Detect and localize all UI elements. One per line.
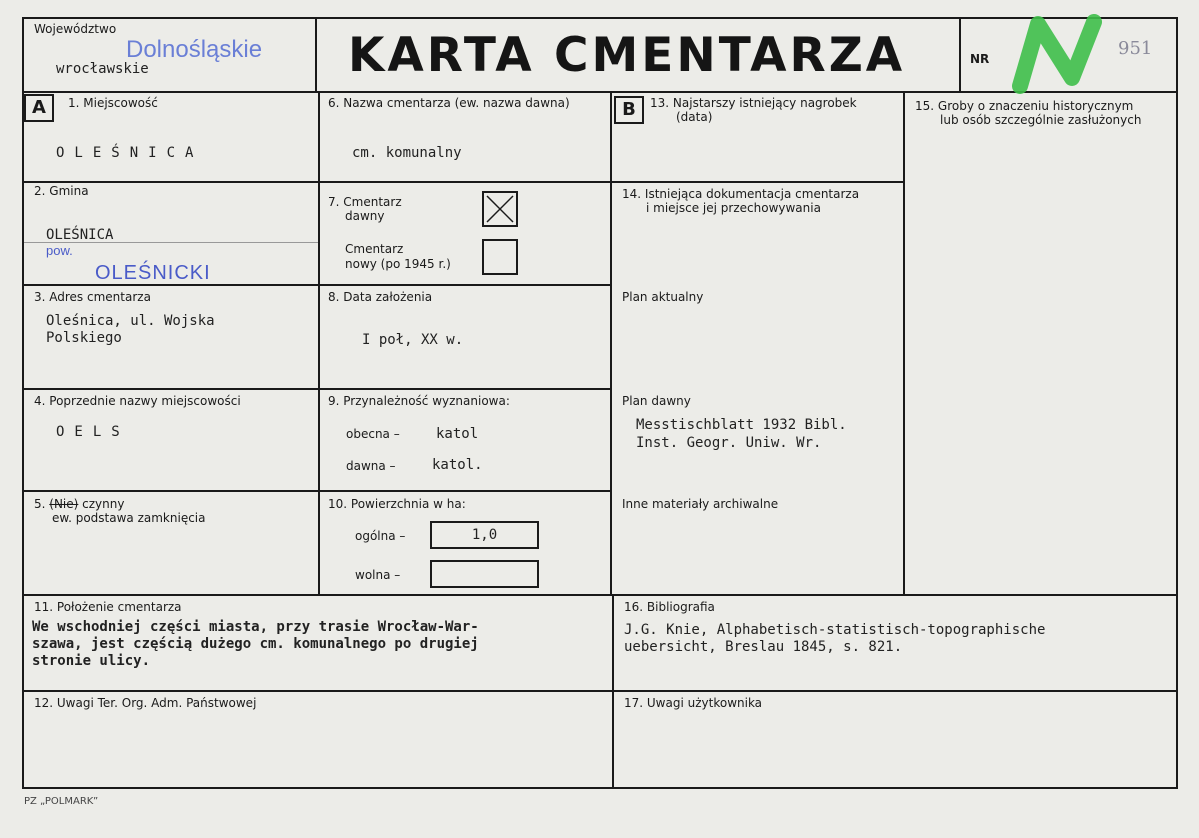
divider xyxy=(22,388,612,390)
divider xyxy=(959,17,961,92)
field-2-handwriting: OLEŚNICKI xyxy=(95,262,211,284)
plan-current-label: Plan aktualny xyxy=(622,290,704,304)
printer-imprint: PZ „POLMARK” xyxy=(24,796,99,807)
field-11-label: 11. Położenie cmentarza xyxy=(34,600,182,614)
field-4-label: 4. Poprzednie nazwy miejscowości xyxy=(34,394,241,408)
field-5-sub: ew. podstawa zamknięcia xyxy=(52,511,206,525)
field-7b-sub: nowy (po 1945 r.) xyxy=(345,257,451,271)
nr-value: 951 xyxy=(1118,38,1153,59)
field-9-label: 9. Przynależność wyznaniowa: xyxy=(328,394,510,408)
field-9-obecna-value: katol xyxy=(436,426,479,442)
field-10-wolna-box[interactable] xyxy=(430,560,539,588)
field-3-line2: Polskiego xyxy=(46,330,122,346)
field-9-dawna-value: katol. xyxy=(432,457,483,473)
field-6-value: cm. komunalny xyxy=(352,145,462,161)
divider xyxy=(22,594,1178,596)
field-10-wolna-label: wolna – xyxy=(355,568,401,582)
field-17-label: 17. Uwagi użytkownika xyxy=(624,696,763,710)
field-2-label: 2. Gmina xyxy=(34,184,89,198)
field-7b-label: Cmentarz xyxy=(345,242,404,256)
field-9-obecna-label: obecna – xyxy=(346,427,400,441)
plan-old-line2: Inst. Geogr. Uniw. Wr. xyxy=(636,435,822,451)
field-12-label: 12. Uwagi Ter. Org. Adm. Państwowej xyxy=(34,696,257,710)
field-14-label: 14. Istniejąca dokumentacja cmentarza xyxy=(622,187,860,201)
field-5-struck: (Nie) xyxy=(49,497,79,511)
field-11-line2: szawa, jest częścią dużego cm. komunalnego po drugiej xyxy=(32,636,479,652)
field-13-label: 13. Najstarszy istniejący nagrobek xyxy=(650,96,857,110)
nr-marker-stamp xyxy=(1012,14,1112,94)
field-1-label: 1. Miejscowość xyxy=(68,96,158,110)
divider xyxy=(610,91,612,595)
plan-old-line1: Messtischblatt 1932 Bibl. xyxy=(636,417,847,433)
field-2-note: pow. xyxy=(46,243,73,258)
field-10-ogolna-label: ogólna – xyxy=(355,529,406,543)
other-archives-label: Inne materiały archiwalne xyxy=(622,497,779,511)
nr-label: NR xyxy=(970,52,990,66)
divider xyxy=(22,690,1178,692)
field-8-label: 8. Data założenia xyxy=(328,290,433,304)
field-7-label: 7. Cmentarz xyxy=(328,195,402,209)
divider xyxy=(318,91,320,595)
field-13-sub: (data) xyxy=(676,110,713,124)
divider xyxy=(903,91,905,595)
wojewodztwo-stamp: Dolnośląskie xyxy=(126,36,263,63)
field-16-line2: uebersicht, Breslau 1845, s. 821. xyxy=(624,639,903,655)
field-16-label: 16. Bibliografia xyxy=(624,600,715,614)
field-1-value: OLEŚNICA xyxy=(56,145,204,161)
section-a-letter: A xyxy=(24,94,54,122)
field-5-rest: czynny xyxy=(82,497,125,511)
divider xyxy=(610,181,903,183)
field-15-label: 15. Groby o znaczeniu historycznym xyxy=(915,99,1134,113)
field-3-label: 3. Adres cmentarza xyxy=(34,290,151,304)
field-11-line3: stronie ulicy. xyxy=(32,653,151,669)
field-9-dawna-label: dawna – xyxy=(346,459,396,473)
field-11-line1: We wschodniej części miasta, przy trasie Wrocław-War- xyxy=(32,619,479,635)
field-10-label: 10. Powierzchnia w ha: xyxy=(328,497,466,511)
divider xyxy=(22,181,612,183)
plan-old-label: Plan dawny xyxy=(622,394,691,408)
field-15-sub: lub osób szczególnie zasłużonych xyxy=(940,113,1142,127)
field-10-ogolna-value: 1,0 xyxy=(471,527,498,543)
divider xyxy=(22,91,1178,93)
field-4-value: OELS xyxy=(56,424,130,440)
field-7-checkbox-new[interactable] xyxy=(482,239,518,275)
field-7-sub: dawny xyxy=(345,209,385,223)
field-14-sub: i miejsce jej przechowywania xyxy=(646,201,821,215)
field-8-value: I poł, XX w. xyxy=(362,332,464,348)
field-10-ogolna-box[interactable] xyxy=(430,521,539,549)
divider xyxy=(22,490,612,492)
field-7-checkbox-old[interactable] xyxy=(482,191,518,227)
wojewodztwo-label: Województwo xyxy=(34,22,117,36)
field-3-line1: Oleśnica, ul. Wojska xyxy=(46,313,215,329)
wojewodztwo-old-value: wrocławskie xyxy=(56,61,149,77)
field-16-line1: J.G. Knie, Alphabetisch-statistisch-topographische xyxy=(624,622,1046,638)
section-b-letter: B xyxy=(614,96,644,124)
divider xyxy=(315,17,317,92)
field-5-label: 5. (Nie) czynny xyxy=(34,497,125,511)
field-2-value: OLEŚNICA xyxy=(46,227,114,243)
field-6-label: 6. Nazwa cmentarza (ew. nazwa dawna) xyxy=(328,96,570,110)
page-title: KARTA CMENTARZA xyxy=(348,28,906,83)
